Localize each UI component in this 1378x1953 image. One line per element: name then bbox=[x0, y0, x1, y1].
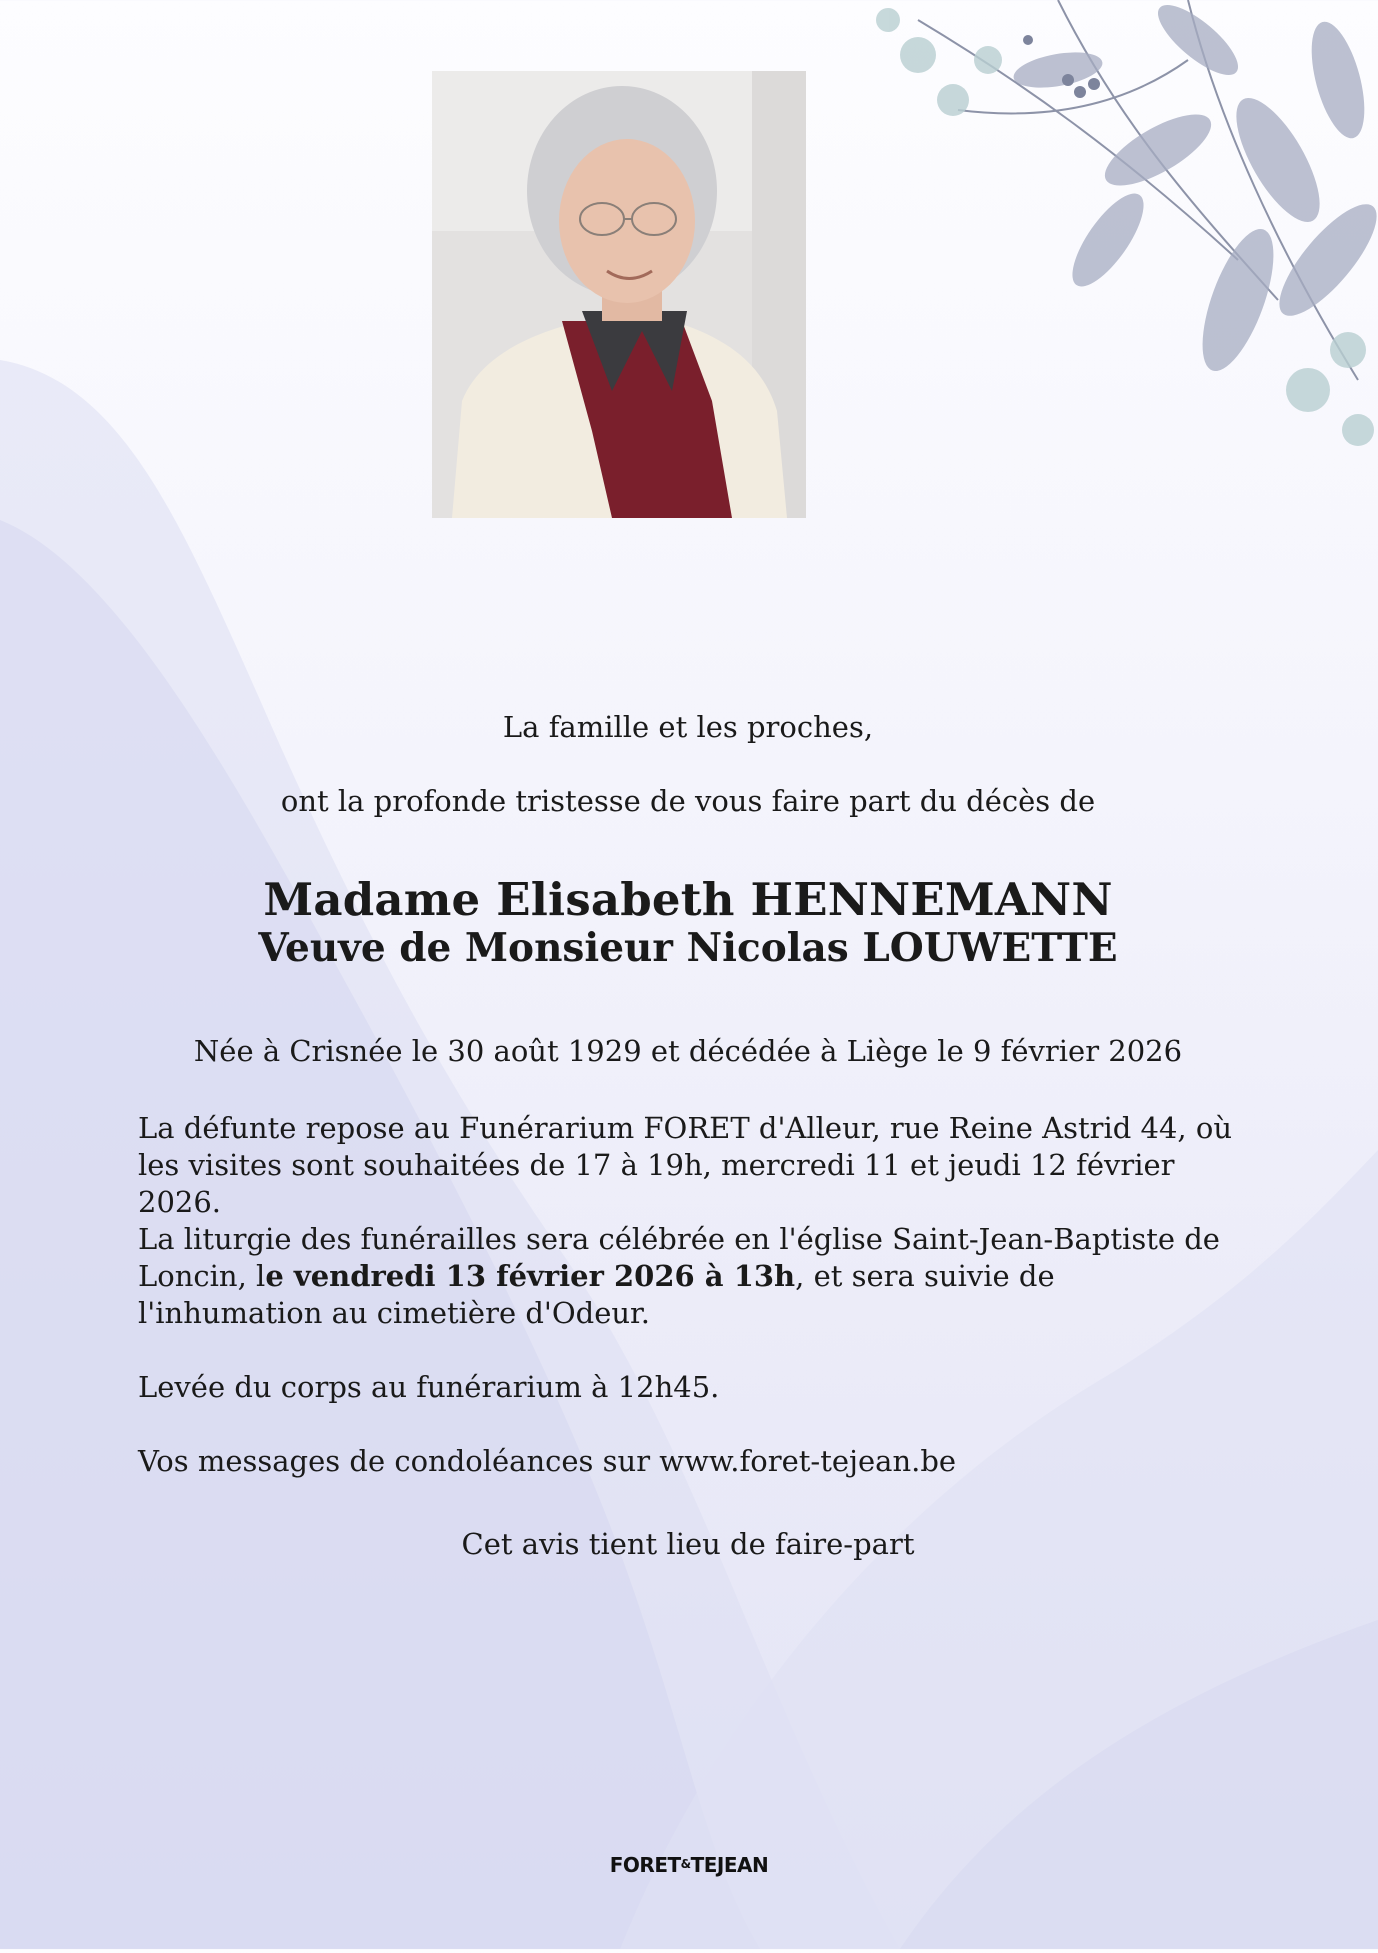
subintro-line: ont la profonde tristesse de vous faire part du décès de bbox=[280, 784, 1096, 818]
condolences-line: Vos messages de condoléances sur www.foret-tejean.be bbox=[138, 1444, 957, 1478]
birth-death-line: Née à Crisnée le 30 août 1929 et décédée à Liège le 9 février 2026 bbox=[193, 1034, 1183, 1068]
levee-line: Levée du corps au funérarium à 12h45. bbox=[138, 1370, 720, 1404]
funeral-home-logo bbox=[589, 1853, 789, 1877]
logo-part1: FORET bbox=[609, 1853, 681, 1877]
intro-line: La famille et les proches, bbox=[502, 710, 874, 744]
closing-line: Cet avis tient lieu de faire-part bbox=[461, 1527, 915, 1561]
liturgy-text: La liturgie des funérailles sera célébrée en l'église Saint-Jean-Baptiste de Loncin, l bbox=[138, 1222, 1220, 1293]
liturgy-text-end: , et sera suivie de l'inhumation au cimetière d'Odeur. bbox=[138, 1259, 1055, 1330]
repose-paragraph: La défunte repose au Funérarium FORET d'Alleur, rue Reine Astrid 44, où les visites sont souhaitées de 17 à 19h, mercredi 11 et jeudi 12 février 2026. bbox=[138, 1111, 1232, 1219]
liturgy-paragraph bbox=[138, 1221, 1238, 1332]
logo-amp: & bbox=[680, 1857, 691, 1871]
decorative-leaves bbox=[858, 0, 1378, 480]
widow-of: Veuve de Monsieur Nicolas LOUWETTE bbox=[258, 925, 1118, 971]
liturgy-date: e vendredi 13 février 2026 à 13h bbox=[265, 1259, 796, 1293]
logo-part2: TEJEAN bbox=[690, 1853, 769, 1877]
deceased-name: Madame Elisabeth HENNEMANN bbox=[263, 873, 1113, 926]
portrait-photo bbox=[432, 71, 806, 518]
